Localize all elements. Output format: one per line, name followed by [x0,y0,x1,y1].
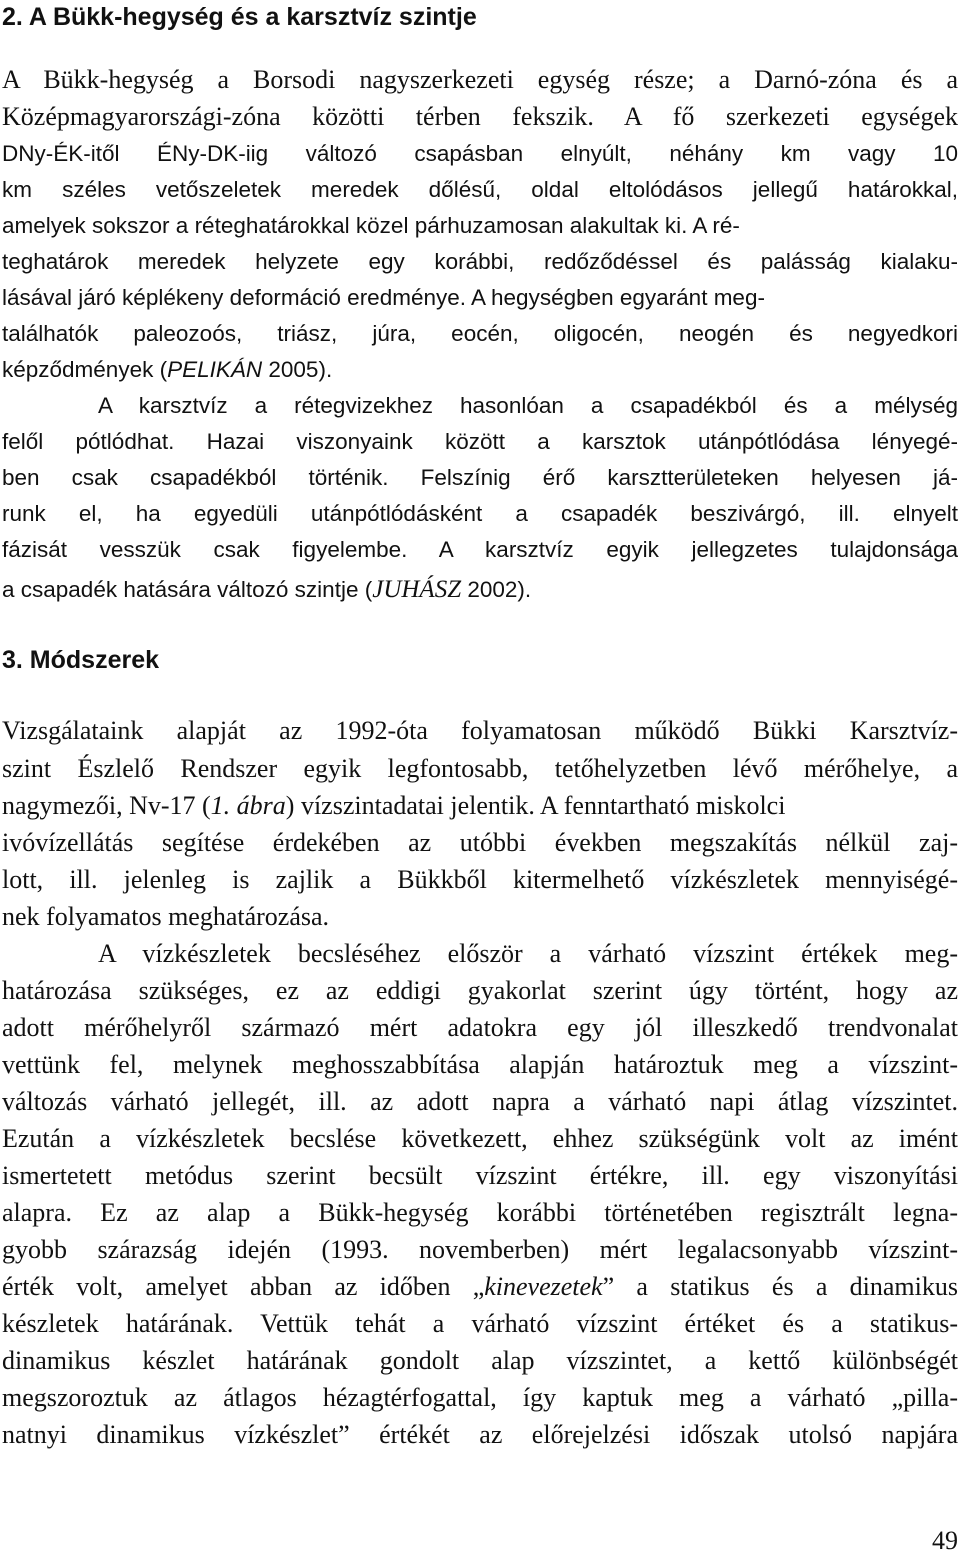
text-line: változás várható jellegét, ill. az adott napra a várható napi átlag vízszintet. [2,1087,958,1116]
text-line: a csapadék hatására változó szintje (JUHÁSZ 2002). [2,576,532,603]
author-name: JUHÁSZ [372,576,462,603]
emphasis: kinevezetek [484,1272,603,1301]
text-line: A karsztvíz a rétegvizekhez hasonlóan a csapadékból és a mélység [98,393,958,418]
text-line: A vízkészletek becsléséhez először a várható vízszint értékek meg- [98,939,958,968]
text-line: találhatók paleozoós, triász, júra, eocén, oligocén, neogén és negyedkori [2,321,958,346]
text-line: ivóvízellátás segítése érdekében az utóbbi években megszakítás nélkül zaj- [2,828,958,857]
author-name: PELIKÁN [167,357,263,382]
text-line: felől pótlódhat. Hazai viszonyaink között a karsztok utánpótlódása lényegé- [2,429,958,454]
text-line: gyobb szárazság idején (1993. novemberben) mért legalacsonyabb vízszint- [2,1235,958,1264]
text-line: dinamikus készlet határának gondolt alap vízszintet, a kettő különbségét [2,1346,958,1375]
section-heading: 2. A Bükk-hegység és a karsztvíz szintje [2,3,477,31]
text-line: határozása szükséges, ez az eddigi gyakorlat szerint úgy történt, hogy az [2,976,958,1005]
section-heading: 3. Módszerek [2,646,160,674]
text-line: érték volt, amelyet abban az időben „kinevezetek” a statikus és a dinamikus [2,1272,958,1301]
text-line: lott, ill. jelenleg is zajlik a Bükkből kitermelhető vízkészletek mennyiségé- [2,865,958,894]
text-line: nagymezői, Nv-17 (1. ábra) vízszintadatai jelentik. A fenntartható miskolci [2,791,786,820]
text-line: Középmagyarországi-zóna közötti térben fekszik. A fő szerkezeti egységek [2,102,958,131]
text-line: km széles vetőszeletek meredek dőlésű, oldal eltolódásos jellegű határokkal, [2,177,958,202]
figure-reference: 1. ábra [210,791,286,820]
text-line: DNy-ÉK-itől ÉNy-DK-iig változó csapásban elnyúlt, néhány km vagy 10 [2,141,958,166]
text-line: fázisát vesszük csak figyelembe. A karsztvíz egyik jellegzetes tulajdonsága [2,537,958,562]
text-line: amelyek sokszor a réteghatárokkal közel párhuzamosan alakultak ki. A ré- [2,213,740,238]
text-line: ben csak csapadékból történik. Felszínig érő karsztterületeken helyesen já- [2,465,958,490]
text-line: lásával járó képlékeny deformáció eredménye. A hegységben egyaránt meg- [2,285,765,310]
text-line: Ezután a vízkészletek becslése következett, ehhez szükségünk volt az imént [2,1124,958,1153]
text-line: megszoroztuk az átlagos hézagtérfogattal, így kaptuk meg a várható „pilla- [2,1383,958,1412]
text-line: adott mérőhelyről származó mért adatokra egy jól illeszkedő trendvonalat [2,1013,958,1042]
text-line: nek folyamatos meghatározása. [2,902,330,931]
text-line: szint Észlelő Rendszer egyik legfontosabb, tetőhelyzetben lévő mérőhelye, a [2,754,958,783]
text-line: vettünk fel, melynek meghosszabbítása alapján határoztuk meg a vízszint- [2,1050,958,1079]
text-line: készletek határának. Vettük tehát a várható vízszint értéket és a statikus- [2,1309,958,1338]
text-line: runk el, ha egyedüli utánpótlódásként a csapadék beszivárgó, ill. elnyelt [2,501,958,526]
text-line: képződmények (PELIKÁN 2005). [2,357,333,382]
text-line: teghatárok meredek helyzete egy korábbi, redőződéssel és palásság kialaku- [2,249,958,274]
text-line: ismertetett metódus szerint becsült vízszint értékre, ill. egy viszonyítási [2,1161,958,1190]
document-page [2,0,958,1555]
text-line: Vizsgálataink alapját az 1992-óta folyamatosan működő Bükki Karsztvíz- [2,716,958,745]
text-line: A Bükk-hegység a Borsodi nagyszerkezeti egység része; a Darnó-zóna és a [2,65,958,94]
page-number: 49 [932,1526,958,1555]
text-line: alapra. Ez az alap a Bükk-hegység korábbi történetében regisztrált legna- [2,1198,958,1227]
text-line: natnyi dinamikus vízkészlet” értékét az előrejelzési időszak utolsó napjára [2,1420,958,1449]
